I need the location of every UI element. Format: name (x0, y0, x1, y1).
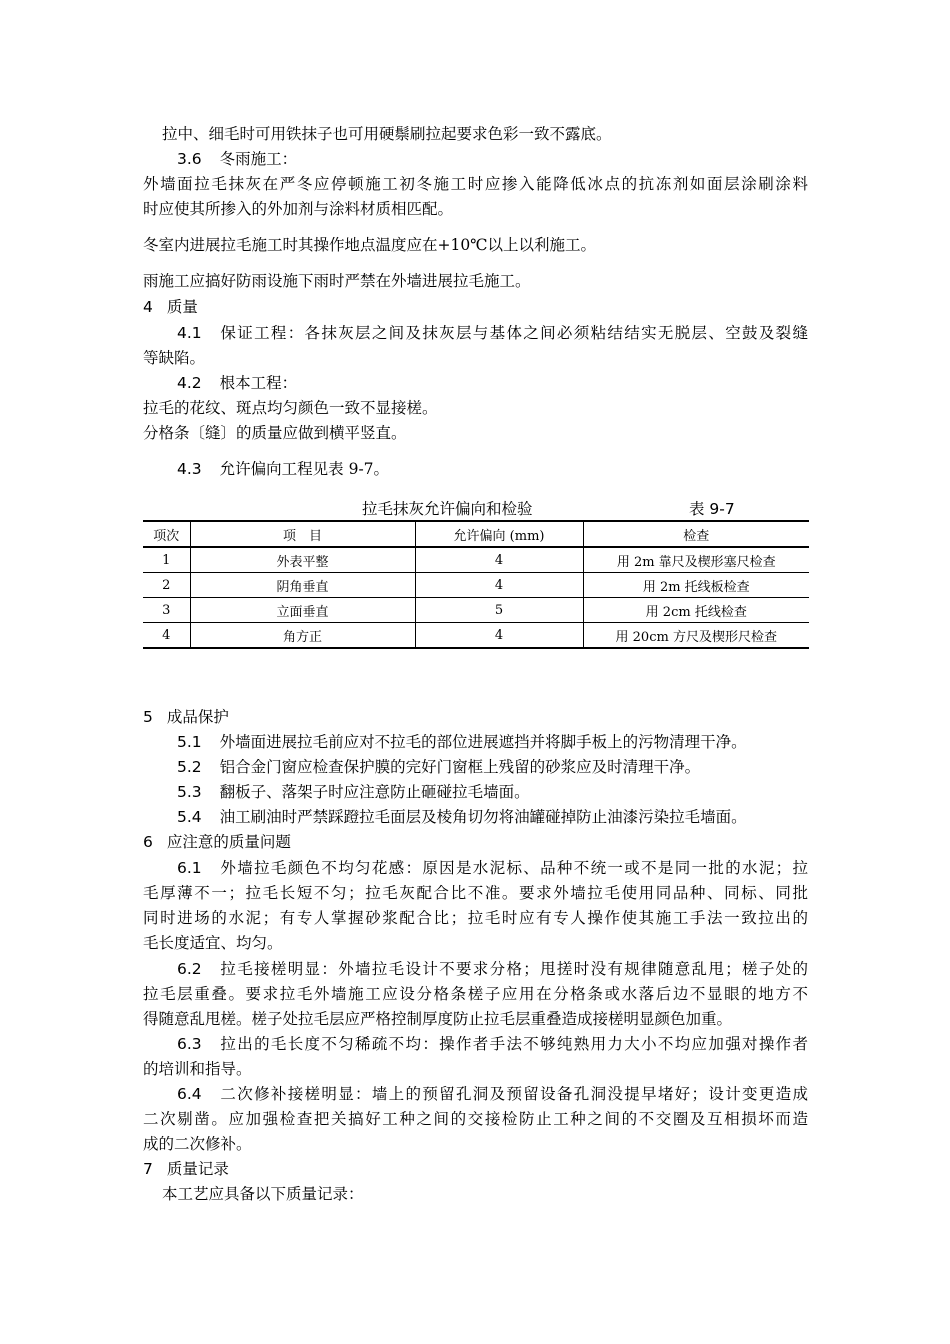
paragraph-line: 同时进场的水泥；有专人掌握砂浆配合比；拉毛时应有专人操作使其施工手法一致拉出的 (143, 909, 808, 927)
table-cell: 4 (415, 623, 583, 649)
paragraph-line: 毛厚薄不一；拉毛长短不匀；拉毛灰配合比不准。要求外墙拉毛使用同品种、同标、同批 (143, 884, 808, 902)
table-cell: 用 2cm 托线检查 (583, 598, 809, 623)
paragraph-line: 冬室内进展拉毛施工时其操作地点温度应在+10℃以上以利施工。 (143, 236, 597, 254)
table-cell: 用 2m 托线板检查 (583, 573, 809, 598)
table-cell: 5 (415, 598, 583, 623)
table-row (143, 573, 809, 598)
paragraph-line: 的培训和指导。 (143, 1060, 252, 1078)
subsection-heading: 3.6 冬雨施工： (177, 150, 298, 168)
table-row (143, 623, 809, 649)
table-cell: 外表平整 (190, 547, 415, 573)
paragraph-line: 6.1 外墙拉毛颜色不均匀花感：原因是水泥标、品种不统一或不是同一批的水泥；拉 (177, 859, 808, 877)
table-cell: 4 (143, 623, 190, 649)
paragraph-line: 分格条〔缝〕的质量应做到横平竖直。 (143, 424, 407, 442)
paragraph-line: 5.2 铝合金门窗应检查保护膜的完好门窗框上残留的砂浆应及时清理干净。 (177, 758, 701, 776)
paragraph-line: 雨施工应搞好防雨设施下雨时严禁在外墙进展拉毛施工。 (143, 272, 531, 290)
paragraph-line: 拉毛的花纹、斑点均匀颜色一致不显接槎。 (143, 399, 438, 417)
table-cell: 用 2m 靠尺及楔形塞尺检查 (583, 547, 809, 573)
table-cell: 3 (143, 598, 190, 623)
paragraph-line: 二次剔凿。应加强检查把关搞好工种之间的交接检防止工种之间的不交圈及互相损坏而造 (143, 1110, 808, 1128)
table-header-cell: 项 目 (190, 521, 415, 547)
paragraph-line: 等缺陷。 (143, 349, 206, 367)
table-cell: 用 20cm 方尺及楔形尺检查 (583, 623, 809, 649)
paragraph-line: 6.3 拉出的毛长度不匀稀疏不均：操作者手法不够纯熟用力大小不均应加强对操作者 (177, 1035, 808, 1053)
paragraph-line: 5.3 翻板子、落架子时应注意防止砸碰拉毛墙面。 (177, 783, 530, 801)
paragraph-line: 4.3 允许偏向工程见表 9-7。 (177, 460, 390, 478)
section-heading: 5 成品保护 (143, 708, 229, 726)
table-cell: 1 (143, 547, 190, 573)
paragraph-line: 5.1 外墙面进展拉毛前应对不拉毛的部位进展遮挡并将脚手板上的污物清理干净。 (177, 733, 747, 751)
table-header-cell: 允许偏向 (mm) (415, 521, 583, 547)
paragraph-line: 外墙面拉毛抹灰在严冬应停顿施工初冬施工时应掺入能降低冰点的抗冻剂如面层涂刷涂料 (143, 175, 808, 193)
paragraph-line: 毛长度适宜、均匀。 (143, 934, 283, 952)
paragraph-line: 得随意乱甩槎。槎子处拉毛层应严格控制厚度防止拉毛层重叠造成接槎明显颜色加重。 (143, 1010, 733, 1028)
table-title: 拉毛抹灰允许偏向和检验 (362, 500, 533, 518)
table-header-cell: 项次 (143, 521, 190, 547)
table-cell: 角方正 (190, 623, 415, 649)
paragraph-line: 4.1 保证工程：各抹灰层之间及抹灰层与基体之间必须粘结结实无脱层、空鼓及裂缝 (177, 324, 808, 342)
table-cell: 立面垂直 (190, 598, 415, 623)
table-cell: 4 (415, 573, 583, 598)
subsection-heading: 4.2 根本工程： (177, 374, 298, 392)
tolerance-table (143, 520, 809, 649)
paragraph-line: 5.4 油工刷油时严禁踩蹬拉毛面层及棱角切勿将油罐碰掉防止油漆污染拉毛墙面。 (177, 808, 747, 826)
table-cell: 2 (143, 573, 190, 598)
table-cell: 4 (415, 547, 583, 573)
table-row (143, 598, 809, 623)
paragraph-line: 拉毛层重叠。要求拉毛外墙施工应设分格条槎子应用在分格条或水落后边不显眼的地方不 (143, 985, 808, 1003)
table-header-cell: 检查 (583, 521, 809, 547)
paragraph-line: 拉中、细毛时可用铁抹子也可用硬鬃刷拉起要求色彩一致不露底。 (162, 125, 612, 143)
paragraph-line: 6.2 拉毛接槎明显：外墙拉毛设计不要求分格；甩搓时没有规律随意乱甩；槎子处的 (177, 960, 808, 978)
table-header-row (143, 521, 809, 547)
section-heading: 4 质量 (143, 298, 198, 316)
paragraph-line: 时应使其所掺入的外加剂与涂料材质相匹配。 (143, 200, 454, 218)
table-cell: 阴角垂直 (190, 573, 415, 598)
table-row (143, 547, 809, 573)
paragraph-line: 6.4 二次修补接槎明显：墙上的预留孔洞及预留设备孔洞没提早堵好；设计变更造成 (177, 1085, 808, 1103)
section-heading: 6 应注意的质量问题 (143, 833, 291, 851)
table-number: 表 9-7 (689, 500, 735, 518)
paragraph-line: 本工艺应具备以下质量记录： (162, 1185, 364, 1203)
section-heading: 7 质量记录 (143, 1160, 229, 1178)
paragraph-line: 成的二次修补。 (143, 1135, 252, 1153)
